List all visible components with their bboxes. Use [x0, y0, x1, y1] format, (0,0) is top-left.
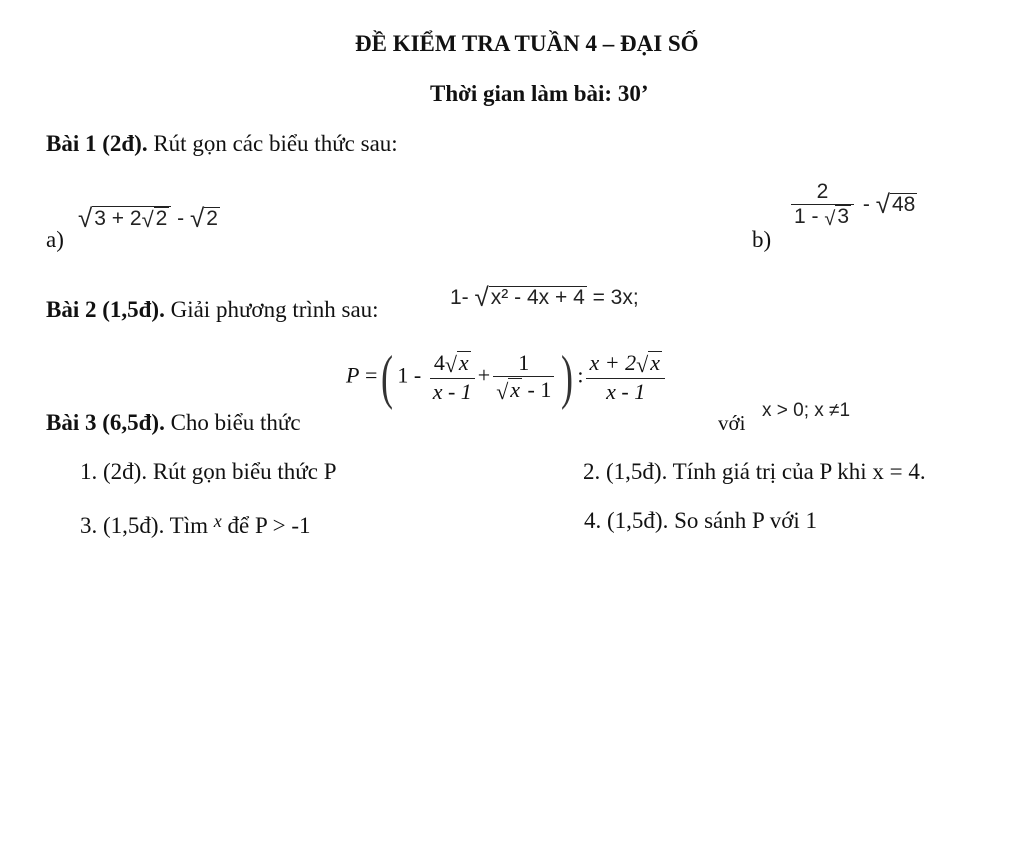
bai3-condition: x > 0; x ≠1 — [762, 400, 851, 421]
page-title: ĐỀ KIỂM TRA TUẦN 4 – ĐẠI SỐ — [355, 31, 699, 56]
bai3-question-1: 1. (2đ). Rút gọn biểu thức P — [80, 459, 337, 484]
bai3-question-4: 4. (1,5đ). So sánh P với 1 — [584, 508, 818, 533]
bai3-text: Cho biểu thức — [164, 410, 301, 435]
bai2-line — [46, 296, 379, 324]
bai3-expression-P: P =( 1 - $\frac{4√x}{x - 1}$ + $\frac{1}{√x - 1}$ ) : $\frac{x + 2√x}{x - 1}$ — [346, 343, 668, 412]
bai1-a-label: a) — [46, 227, 64, 252]
bai2-text: Giải phương trình sau: — [164, 297, 379, 322]
bai3-voi: với — [718, 411, 746, 435]
bai3-line — [46, 409, 301, 437]
bai1-a-expression: √3 + 2√2 - √2 — [78, 203, 218, 233]
bai2-label: Bài 2 (1,5đ). — [46, 297, 165, 322]
bai1-line — [46, 130, 398, 158]
page-subtitle: Thời gian làm bài: 30’ — [430, 81, 649, 106]
bai3-question-2: 2. (1,5đ). Tính giá trị của P khi x = 4. — [583, 459, 926, 484]
bai1-label: Bài 1 (2đ). — [46, 131, 148, 156]
bai3-question-3: 3. (1,5đ). Tìm $^x$ để P > -1 — [80, 511, 311, 538]
bai1-b-expression: $\frac{2}{1 - √3}$ - √48 — [788, 180, 917, 231]
bai2-equation: 1- √x² - 4x + 4 = 3x; — [450, 282, 639, 312]
bai1-b-label: b) — [752, 227, 772, 252]
bai1-text: Rút gọn các biểu thức sau: — [147, 131, 398, 156]
bai3-label: Bài 3 (6,5đ). — [46, 410, 165, 435]
